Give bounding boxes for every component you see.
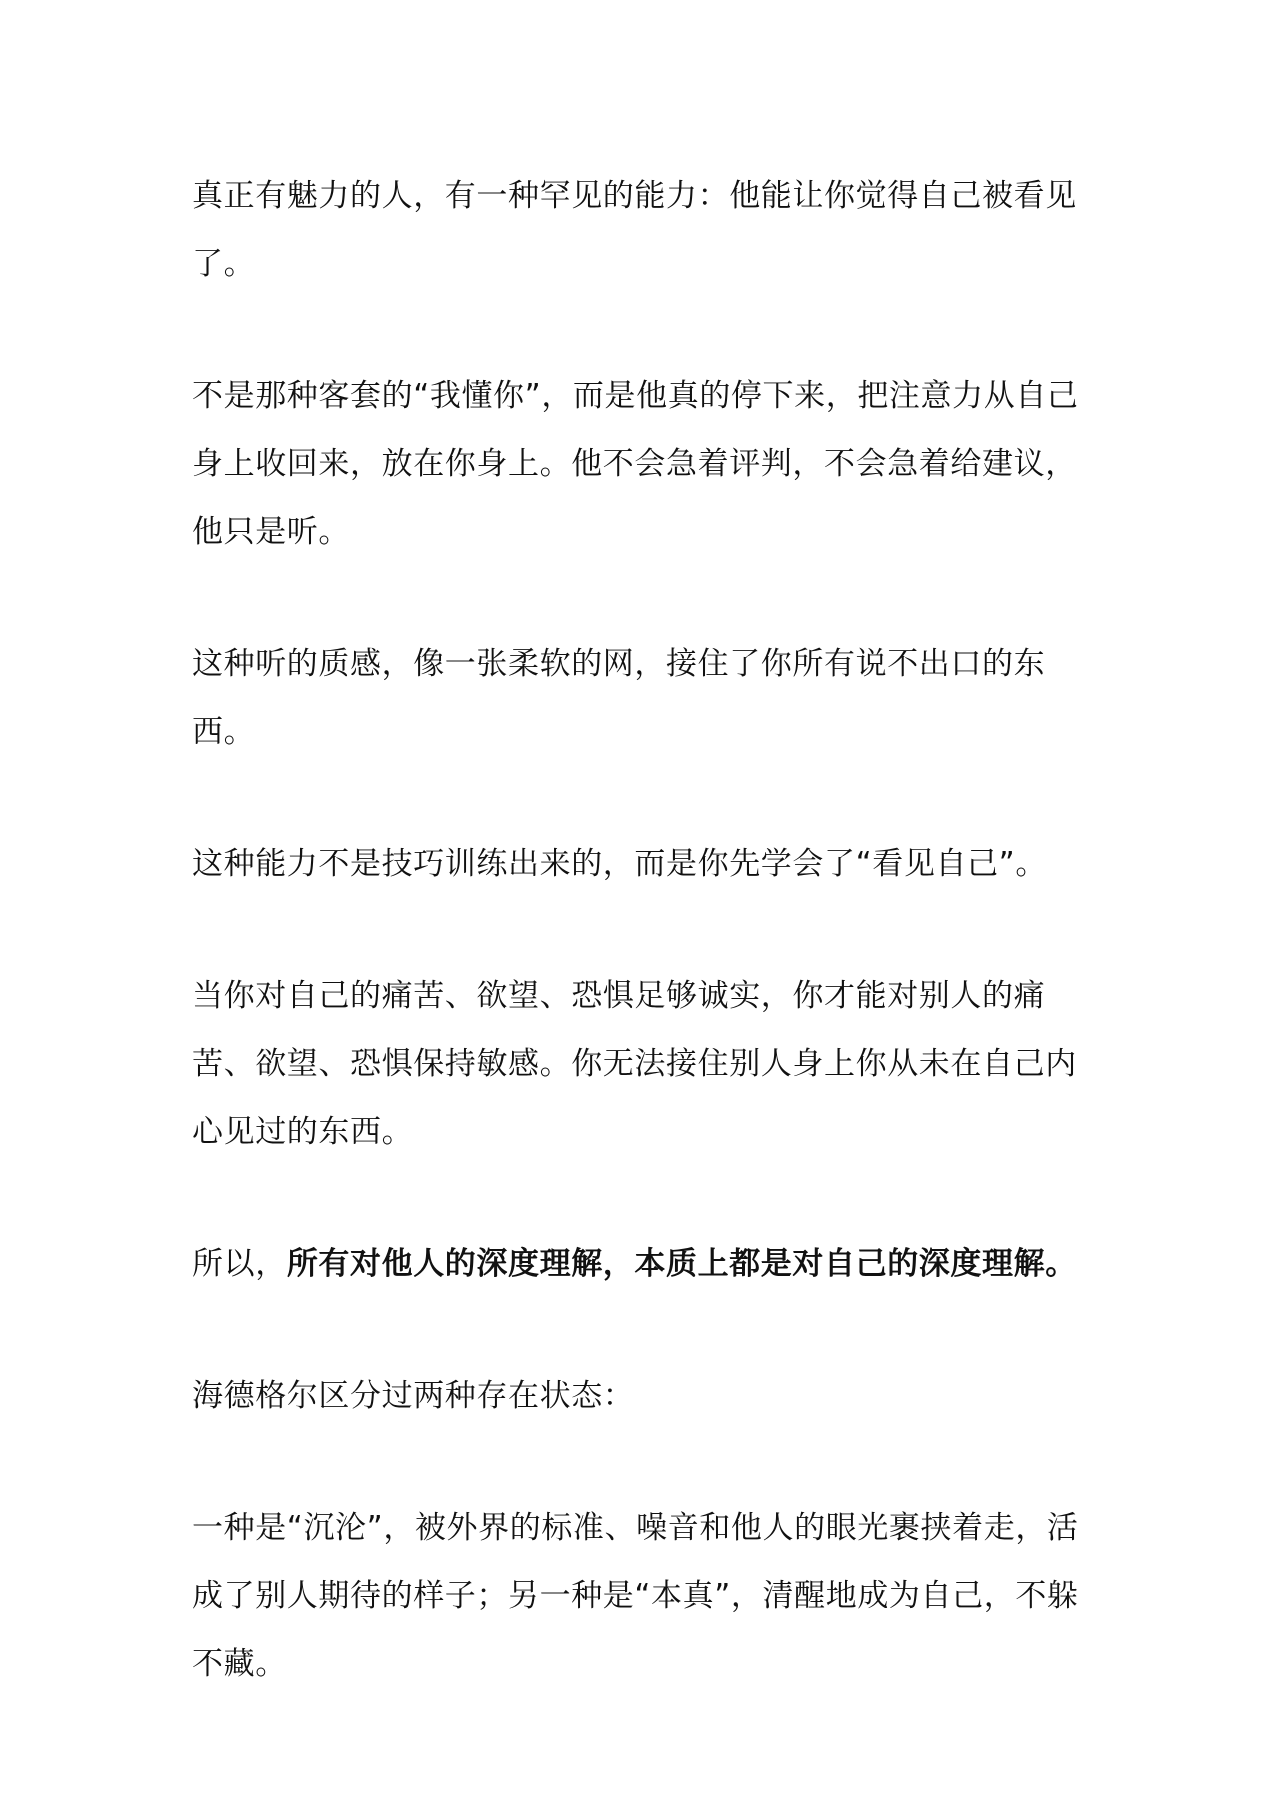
paragraph-8: 一种是“沉沦”，被外界的标准、噪音和他人的眼光裹挟着走，活成了别人期待的样子；另一种是“本真”，清醒地成为自己，不躲不藏。 (192, 1510, 1079, 1682)
paragraph-7: 海德格尔区分过两种存在状态： (192, 1378, 635, 1414)
paragraph-5: 当你对自己的痛苦、欲望、恐惧足够诚实，你才能对别人的痛苦、欲望、恐惧保持敏感。你无法接住别人身上你从未在自己内心见过的东西。 (192, 978, 1077, 1150)
paragraph-1: 真正有魅力的人，有一种罕见的能力：他能让你觉得自己被看见了。 (192, 178, 1077, 282)
article-body (192, 162, 1092, 1762)
paragraph-4: 这种能力不是技巧训练出来的，而是你先学会了“看见自己”。 (192, 846, 1047, 882)
paragraph-6 (192, 1230, 1092, 1298)
paragraph-2: 不是那种客套的“我懂你”，而是他真的停下来，把注意力从自己身上收回来，放在你身上。他不会急着评判，不会急着给建议，他只是听。 (192, 378, 1079, 550)
paragraph-6-emphasis: 所有对他人的深度理解，本质上都是对自己的深度理解。 (286, 1246, 1077, 1282)
paragraph-6-prefix: 所以， (192, 1246, 287, 1282)
paragraph-3: 这种听的质感，像一张柔软的网，接住了你所有说不出口的东西。 (192, 646, 1046, 750)
